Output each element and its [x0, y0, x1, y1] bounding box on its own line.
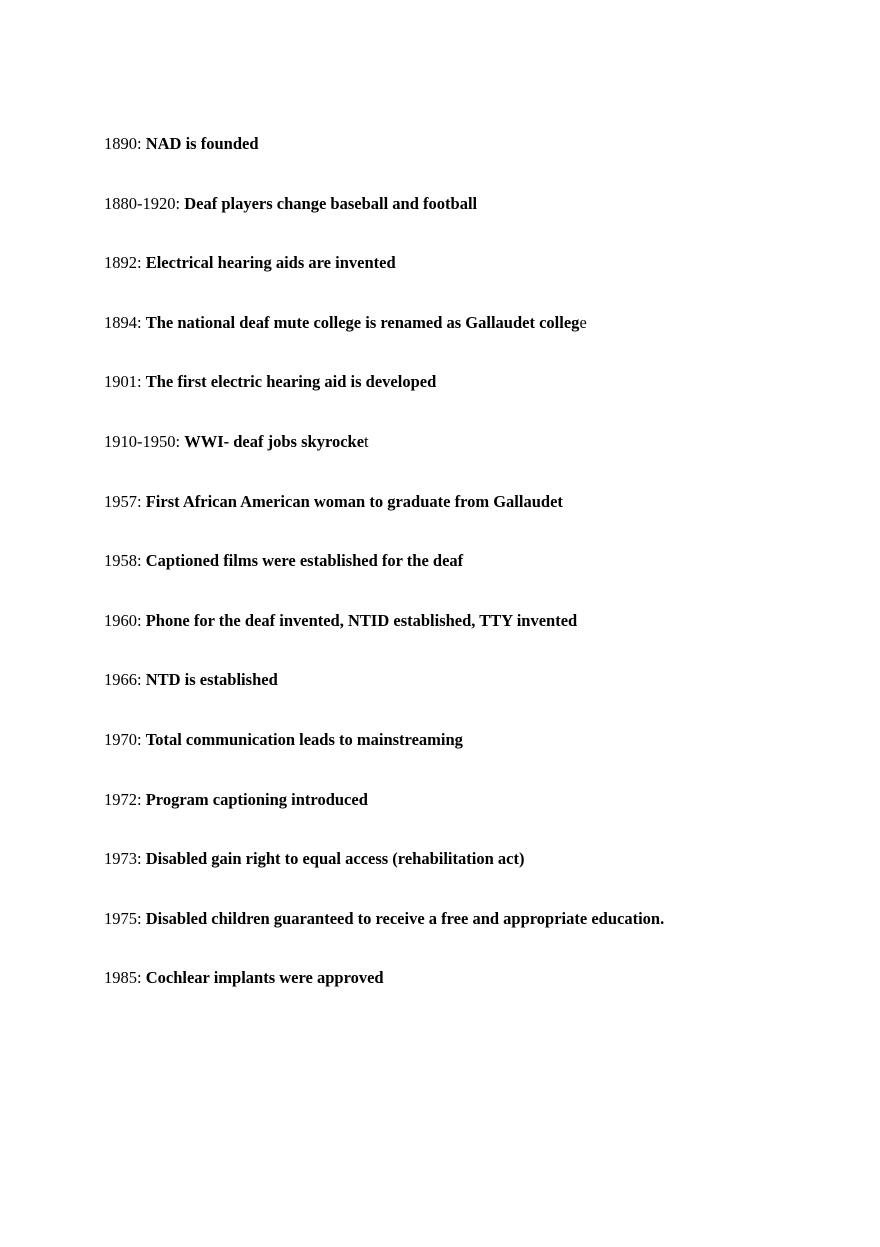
- timeline-entry: 1958: Captioned films were established for the deaf: [104, 551, 464, 571]
- entry-year: 1966: [104, 670, 137, 690]
- timeline-entry: 1966: NTD is established: [104, 670, 278, 690]
- entry-year: 1892: [104, 253, 137, 273]
- timeline-entry: 1910-1950: WWI- deaf jobs skyrocket: [104, 431, 369, 451]
- timeline-entry: 1972: Program captioning introduced: [104, 789, 368, 809]
- entry-year: 1972: [104, 789, 137, 809]
- timeline-entry: 1890: NAD is founded: [104, 134, 259, 153]
- entry-event-tail: t: [364, 431, 369, 451]
- timeline-entry: 1985: Cochlear implants were approved: [104, 968, 384, 988]
- entry-year: 1890: [104, 134, 137, 153]
- timeline-entry: 1973: Disabled gain right to equal access (rehabilitation act): [104, 849, 525, 869]
- entry-event: Captioned films were established for the deaf: [145, 551, 464, 571]
- entry-event: The national deaf mute college is renamed as Gallaudet colleg: [145, 312, 580, 332]
- entry-year: 1957: [104, 491, 137, 511]
- entry-event: Total communication leads to mainstreaming: [145, 729, 463, 749]
- entry-event: Cochlear implants were approved: [145, 968, 384, 988]
- entry-event: Deaf players change baseball and football: [184, 193, 478, 213]
- timeline-entry: 1894: The national deaf mute college is renamed as Gallaudet college: [104, 312, 587, 332]
- entry-event: Phone for the deaf invented, NTID established, TTY invented: [145, 610, 578, 630]
- entry-event: First African American woman to graduate from Gallaudet: [145, 491, 563, 511]
- timeline-entry: 1960: Phone for the deaf invented, NTID established, TTY invented: [104, 610, 578, 630]
- timeline-entry: 1957: First African American woman to graduate from Gallaudet: [104, 491, 563, 511]
- entry-event: Program captioning introduced: [145, 789, 368, 809]
- timeline-entry: 1901: The first electric hearing aid is developed: [104, 372, 437, 392]
- entry-event: The first electric hearing aid is developed: [145, 372, 437, 392]
- entry-event-tail: e: [579, 312, 587, 332]
- entry-year: 1970: [104, 729, 137, 749]
- entry-year: 1985: [104, 968, 137, 988]
- timeline-entry: 1880-1920: Deaf players change baseball and football: [104, 193, 478, 213]
- entry-year: 1910-1950: [104, 431, 176, 451]
- entry-event: Disabled children guaranteed to receive a free and appropriate education.: [145, 908, 665, 928]
- entry-event: WWI- deaf jobs skyrocke: [184, 431, 365, 451]
- entry-year: 1958: [104, 551, 137, 571]
- timeline-entry: 1892: Electrical hearing aids are invented: [104, 253, 396, 273]
- entry-event: NTD is established: [145, 670, 278, 690]
- timeline-entry: 1975: Disabled children guaranteed to receive a free and appropriate education.: [104, 908, 665, 928]
- entry-event: Disabled gain right to equal access (rehabilitation act): [145, 849, 525, 869]
- entry-year: 1975: [104, 908, 137, 928]
- entry-event: Electrical hearing aids are invented: [145, 253, 396, 273]
- entry-year: 1973: [104, 849, 137, 869]
- entry-year: 1880-1920: [104, 193, 176, 213]
- entry-year: 1960: [104, 610, 137, 630]
- timeline-entry: 1970: Total communication leads to mainstreaming: [104, 729, 463, 749]
- timeline-list: [104, 134, 844, 1028]
- entry-event: NAD is founded: [145, 134, 259, 153]
- entry-year: 1894: [104, 312, 137, 332]
- entry-year: 1901: [104, 372, 137, 392]
